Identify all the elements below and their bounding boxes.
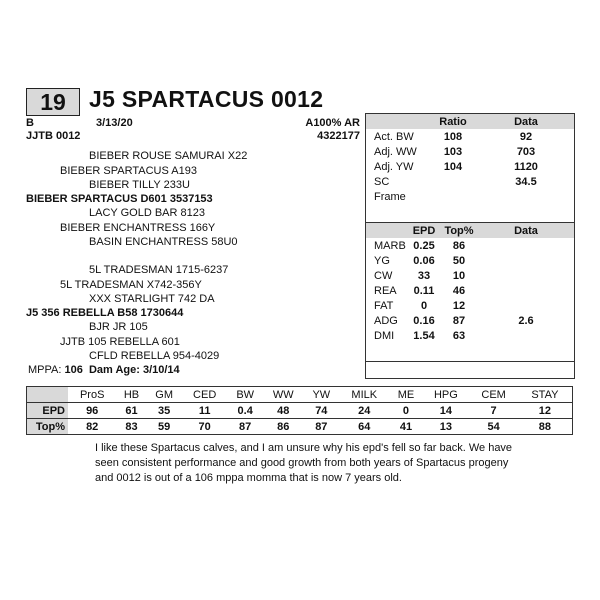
perf-ratio: 108 [443,130,463,143]
perf-ratio [428,189,478,204]
corner-cell [27,387,69,403]
top-cell: 70 [182,419,228,435]
top-cell: 83 [116,419,146,435]
carcass-label: MARB [374,239,406,252]
pedigree-sire-sire-dam: BIEBER TILLY 233U [89,179,190,191]
carcass-data [478,283,574,298]
carcass-top: 12 [452,299,466,312]
perf-data: 1120 [514,160,538,173]
col-header: CEM [481,388,506,401]
top-cell: 87 [228,419,263,435]
carcass-top: 86 [452,239,466,252]
carcass-top: 87 [452,314,466,327]
col-header: STAY [531,388,559,401]
carcass-top: 50 [452,254,466,267]
top-cell: 88 [518,419,573,435]
col-header: ME [397,388,415,401]
carcass-label: FAT [374,299,394,312]
top-cell: 87 [304,419,339,435]
top-cell: 54 [469,419,517,435]
epd-cell: 24 [339,403,390,419]
perf-label: Adj. WW [374,145,417,158]
breed: A100% AR [305,117,360,129]
epd-cell: 14 [422,403,469,419]
ratio-header: Ratio [439,115,467,128]
epd-cell: 74 [304,403,339,419]
carcass-label: REA [374,284,397,297]
top-cell: 64 [339,419,390,435]
perf-ratio: 103 [443,145,463,158]
carcass-epd: 33 [417,269,431,282]
pedigree-dam-sire-sire: 5L TRADESMAN 1715-6237 [89,264,229,276]
comment-text: I like these Spartacus calves, and I am unsure why his epd's fell so far back. We have seen consistent performance and good growth from both years of Spartacus progeny and 0012 is out of a 106 mppa momma that is now 7 years old. [95,442,513,484]
pedigree-sire-dam: BIEBER ENCHANTRESS 166Y [60,222,216,234]
top-cell: 86 [263,419,304,435]
top-row-label: Top% [27,419,69,435]
perf-label: Adj. YW [374,160,414,173]
carcass-data [478,238,574,253]
carcass-label: CW [374,269,393,282]
mppa-value: 106 [64,364,83,376]
col-header: BW [236,388,255,401]
col-header: CED [193,388,217,401]
mppa-line [28,364,180,376]
perf-data: 92 [519,130,533,143]
col-header: ProS [79,388,105,401]
carcass-epd: 0.16 [413,314,435,327]
mppa-label: MPPA: [28,364,62,376]
perf-label: Act. BW [374,130,414,143]
carcass-epd: 0.25 [413,239,435,252]
carcass-data [478,253,574,268]
col-header: MILK [351,388,378,401]
carcass-label: DMI [374,329,395,342]
carcass-epd: 0.11 [413,284,435,297]
birth-date: 3/13/20 [96,117,133,129]
col-header: WW [272,388,294,401]
col-header: YW [312,388,331,401]
top-cell: 82 [68,419,116,435]
epd-cell: 7 [469,403,517,419]
perf-ratio [428,174,478,189]
carcass-top: 46 [452,284,466,297]
epd-cell: 11 [182,403,228,419]
col-header: GM [155,388,174,401]
carcass-data [478,268,574,283]
epd-header: EPD [412,224,436,237]
top-cell: 59 [147,419,182,435]
pedigree-sire-dam-dam: BASIN ENCHANTRESS 58U0 [89,236,238,248]
perf-label: Frame [374,190,406,203]
pedigree-sire-sire: BIEBER SPARTACUS A193 [60,165,197,177]
carcass-epd: 0 [420,299,428,312]
data-header: Data [514,224,538,237]
epd-cell: 0.4 [228,403,263,419]
carcass-epd: 1.54 [413,329,435,342]
carcass-top: 63 [452,329,466,342]
epd-row-label: EPD [27,403,69,419]
pedigree-sire: BIEBER SPARTACUS D601 3537153 [26,193,213,205]
dam-age-value: 3/10/14 [142,364,180,376]
pedigree-dam-sire-dam: XXX STARLIGHT 742 DA [89,293,215,305]
epd-cell: 48 [263,403,304,419]
perf-data [478,189,574,204]
epd-cell: 12 [518,403,573,419]
tattoo: JJTB 0012 [26,130,81,142]
carcass-data: 2.6 [518,314,534,327]
epd-cell: 61 [116,403,146,419]
col-header: HPG [433,388,458,401]
sex: B [26,117,34,129]
epd-cell: 35 [147,403,182,419]
reg-number: 4322177 [317,130,360,142]
top-cell: 41 [390,419,423,435]
carcass-top: 10 [452,269,466,282]
carcass-label: ADG [374,314,398,327]
perf-label: SC [374,175,390,188]
dam-age-label: Dam Age: [88,364,140,376]
lot-number: 19 [26,88,80,116]
epd-table [26,386,573,435]
pedigree-dam-dam-sire: BJR JR 105 [89,321,148,333]
epd-cell: 96 [68,403,116,419]
carcass-epd: 0.06 [413,254,435,267]
carcass-data [478,298,574,313]
top-header: Top% [444,224,474,237]
perf-ratio: 104 [443,160,463,173]
pedigree-dam-dam: JJTB 105 REBELLA 601 [60,336,180,348]
animal-name: J5 SPARTACUS 0012 [89,86,324,112]
carcass-data [478,328,574,343]
data-header: Data [514,115,538,128]
pedigree-dam: J5 356 REBELLA B58 1730644 [26,307,184,319]
col-header: HB [123,388,140,401]
carcass-label: YG [374,254,390,267]
pedigree-dam-sire: 5L TRADESMAN X742-356Y [60,279,202,291]
pedigree-dam-dam-dam: CFLD REBELLA 954-4029 [89,350,220,362]
pedigree-sire-sire-sire: BIEBER ROUSE SAMURAI X22 [89,150,248,162]
top-cell: 13 [422,419,469,435]
carcass-box [365,222,575,362]
perf-data: 703 [516,145,536,158]
perf-data: 34.5 [515,175,537,188]
epd-cell: 0 [390,403,423,419]
performance-box [365,113,575,224]
pedigree-sire-dam-sire: LACY GOLD BAR 8123 [89,207,205,219]
blank-box [365,360,575,379]
